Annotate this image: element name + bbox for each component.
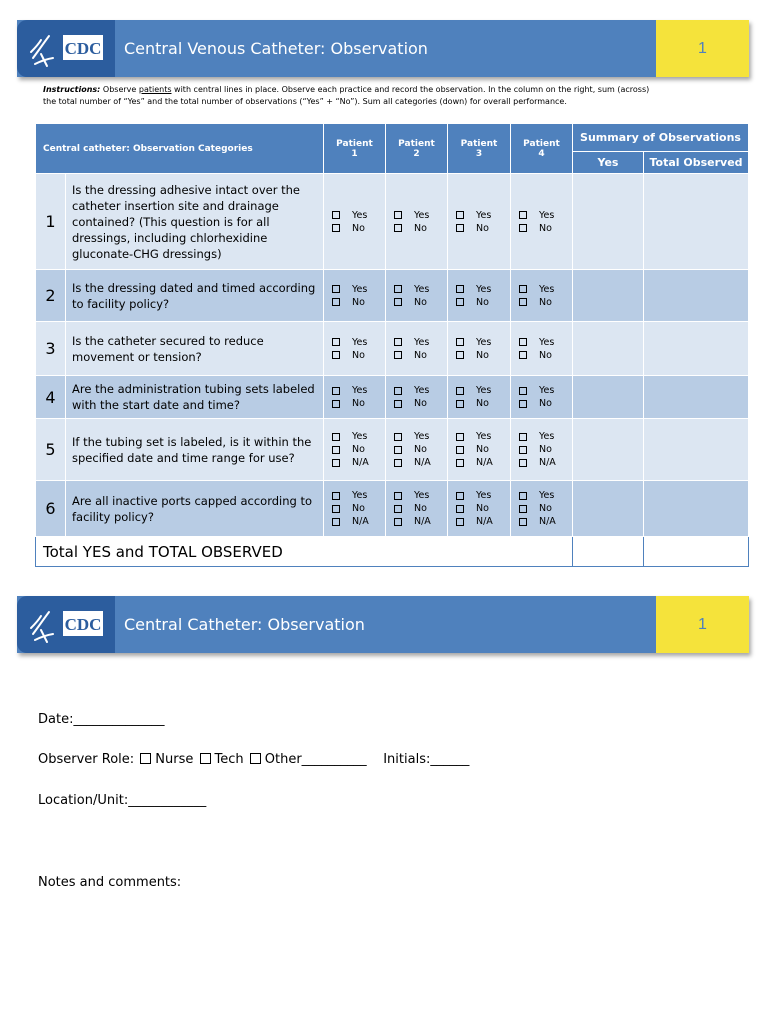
question-text: Is the dressing dated and timed according to facility policy? [66, 270, 324, 322]
option-checkbox[interactable] [386, 283, 447, 296]
header-banner [17, 20, 749, 77]
checkbox-icon[interactable] [519, 459, 527, 467]
option-checkbox[interactable] [448, 502, 510, 515]
option-checkbox[interactable] [324, 456, 385, 469]
option-label: Yes [352, 336, 368, 348]
option-label: N/A [476, 457, 493, 468]
option-label: Yes [352, 283, 368, 295]
row-number: 1 [36, 174, 66, 270]
page-title-2: Central Catheter: Observation [124, 615, 365, 634]
initials-field[interactable]: Initials:______ [383, 752, 470, 767]
option-label: No [414, 296, 427, 308]
option-checkbox[interactable] [386, 296, 447, 309]
notes-label: Notes and comments: [38, 875, 182, 890]
patient-1-cell [324, 322, 386, 376]
instructions-line-2: the total number of “Yes” and the total number of observations (“Yes” + “No”). Sum all categories (down) for overall performance. [43, 97, 567, 106]
option-label: No [476, 296, 489, 308]
checkbox-icon[interactable] [456, 518, 464, 526]
checkbox-icon[interactable] [456, 285, 464, 293]
option-label: Yes [539, 283, 555, 295]
option-label: Yes [476, 336, 492, 348]
nurse-label: Nurse [155, 752, 198, 767]
patient-header-3: Patient 3 [448, 124, 511, 174]
option-checkbox[interactable] [511, 336, 572, 349]
checkbox-icon[interactable] [456, 492, 464, 500]
option-label: Yes [476, 209, 492, 221]
location-unit-field[interactable]: Location/Unit:____________ [38, 793, 207, 808]
checkbox-icon[interactable] [519, 351, 527, 359]
option-checkbox[interactable] [448, 384, 510, 397]
patient-1-cell [324, 376, 386, 419]
option-label: No [414, 222, 427, 234]
row-number: 5 [36, 419, 66, 481]
patient-4-cell [511, 174, 573, 270]
checkbox-icon[interactable] [332, 492, 340, 500]
option-label: Yes [352, 431, 368, 442]
option-checkbox[interactable] [448, 349, 510, 362]
page-number-2: 1 [656, 596, 749, 653]
summary-total-cell[interactable] [644, 270, 749, 322]
patient-header-4: Patient 4 [511, 124, 573, 174]
option-label: No [539, 349, 552, 361]
option-checkbox[interactable] [511, 515, 572, 528]
patient-1-cell [324, 270, 386, 322]
option-checkbox[interactable] [386, 336, 447, 349]
checkbox-icon[interactable] [332, 400, 340, 408]
option-checkbox[interactable] [386, 384, 447, 397]
checkbox-icon[interactable] [456, 446, 464, 454]
question-text: Is the catheter secured to reduce movement or tension? [66, 322, 324, 376]
checkbox-icon[interactable] [332, 505, 340, 513]
summary-total-cell[interactable] [644, 419, 749, 481]
row-number: 3 [36, 322, 66, 376]
summary-total-cell[interactable] [644, 481, 749, 537]
checkbox-icon[interactable] [332, 211, 340, 219]
checkbox-icon[interactable] [456, 387, 464, 395]
checkbox-icon[interactable] [456, 211, 464, 219]
option-checkbox[interactable] [511, 283, 572, 296]
option-label: Yes [414, 336, 430, 348]
option-label: No [352, 296, 365, 308]
instructions-underlined: patients [138, 85, 172, 94]
instructions-text-1: Observe [100, 85, 139, 94]
total-row [36, 537, 749, 567]
option-checkbox[interactable] [324, 296, 385, 309]
option-checkbox[interactable] [324, 502, 385, 515]
option-label: Yes [476, 385, 492, 396]
table-row [36, 174, 749, 270]
patient-2-cell [386, 174, 448, 270]
option-label: No [539, 296, 552, 308]
checkbox-icon[interactable] [394, 518, 402, 526]
option-checkbox[interactable] [511, 384, 572, 397]
option-label: Yes [352, 385, 368, 396]
option-checkbox[interactable] [511, 397, 572, 410]
table-row [36, 419, 749, 481]
option-label: Yes [476, 490, 492, 501]
option-checkbox[interactable] [324, 430, 385, 443]
option-label: No [352, 444, 365, 455]
row-number: 4 [36, 376, 66, 419]
option-label: No [414, 444, 427, 455]
summary-yes-cell[interactable] [573, 376, 644, 419]
option-label: Yes [539, 336, 555, 348]
option-label: Yes [414, 431, 430, 442]
checkbox-icon[interactable] [394, 492, 402, 500]
row-number: 2 [36, 270, 66, 322]
summary-yes-cell[interactable] [573, 419, 644, 481]
checkbox-icon[interactable] [519, 387, 527, 395]
other-field[interactable]: Other__________ [264, 752, 367, 767]
yes-header: Yes [573, 152, 644, 174]
checkbox-icon[interactable] [332, 518, 340, 526]
page-title: Central Venous Catheter: Observation [124, 39, 428, 58]
cdc-logo-text: CDC [64, 39, 102, 58]
summary-header: Summary of Observations [573, 124, 749, 152]
checkbox-icon[interactable] [332, 446, 340, 454]
option-label: No [539, 444, 552, 455]
checkbox-icon[interactable] [394, 211, 402, 219]
checkbox-icon[interactable] [456, 338, 464, 346]
other-checkbox[interactable] [250, 753, 261, 764]
checkbox-icon[interactable] [519, 211, 527, 219]
option-label: No [352, 503, 365, 514]
summary-yes-cell[interactable] [573, 481, 644, 537]
checkbox-icon[interactable] [519, 400, 527, 408]
patient-3-cell [448, 376, 511, 419]
patient-2-cell [386, 270, 448, 322]
option-label: Yes [414, 490, 430, 501]
option-checkbox[interactable] [324, 443, 385, 456]
checkbox-icon[interactable] [332, 285, 340, 293]
option-label: N/A [352, 516, 369, 527]
table-row [36, 270, 749, 322]
patient-2-cell [386, 322, 448, 376]
option-checkbox[interactable] [324, 397, 385, 410]
option-label: No [476, 349, 489, 361]
option-label: No [414, 503, 427, 514]
option-label: No [539, 222, 552, 234]
checkbox-icon[interactable] [519, 446, 527, 454]
option-checkbox[interactable] [324, 283, 385, 296]
option-label: Yes [539, 431, 555, 442]
checkbox-icon[interactable] [519, 433, 527, 441]
option-checkbox[interactable] [448, 489, 510, 502]
option-checkbox[interactable] [448, 443, 510, 456]
tech-checkbox[interactable] [200, 753, 211, 764]
checkbox-icon[interactable] [456, 224, 464, 232]
patient-2-cell [386, 376, 448, 419]
table-row [36, 322, 749, 376]
patient-4-cell [511, 419, 573, 481]
option-checkbox[interactable] [511, 502, 572, 515]
checkbox-icon[interactable] [519, 285, 527, 293]
checkbox-icon[interactable] [332, 459, 340, 467]
option-label: Yes [476, 431, 492, 442]
option-label: No [539, 503, 552, 514]
option-checkbox[interactable] [386, 456, 447, 469]
nurse-checkbox[interactable] [140, 753, 151, 764]
option-checkbox[interactable] [448, 222, 510, 235]
option-label: Yes [539, 385, 555, 396]
summary-total-cell[interactable] [644, 322, 749, 376]
option-checkbox[interactable] [511, 296, 572, 309]
option-checkbox[interactable] [386, 515, 447, 528]
checkbox-icon[interactable] [394, 459, 402, 467]
checkbox-icon[interactable] [332, 298, 340, 306]
table-row [36, 376, 749, 419]
checkbox-icon[interactable] [456, 400, 464, 408]
option-checkbox[interactable] [448, 283, 510, 296]
option-checkbox[interactable] [511, 430, 572, 443]
instructions-text-2: with central lines in place. Observe each practice and record the observation. In the column on the right, sum (across) [171, 85, 650, 94]
option-checkbox[interactable] [324, 349, 385, 362]
option-checkbox[interactable] [448, 296, 510, 309]
option-checkbox[interactable] [511, 349, 572, 362]
option-label: N/A [414, 516, 431, 527]
option-label: Yes [539, 490, 555, 501]
date-field[interactable]: Date:______________ [38, 712, 165, 727]
checkbox-icon[interactable] [519, 505, 527, 513]
patient-3-cell [448, 419, 511, 481]
option-checkbox[interactable] [386, 209, 447, 222]
patient-1-cell [324, 481, 386, 537]
table-row [36, 481, 749, 537]
option-checkbox[interactable] [386, 430, 447, 443]
checkbox-icon[interactable] [456, 505, 464, 513]
option-label: Yes [539, 209, 555, 221]
patient-1-cell [324, 419, 386, 481]
cdc-logo [17, 596, 115, 653]
checkbox-icon[interactable] [332, 387, 340, 395]
header-banner-2 [17, 596, 749, 653]
option-label: Yes [414, 283, 430, 295]
checkbox-icon[interactable] [394, 224, 402, 232]
option-checkbox[interactable] [324, 336, 385, 349]
summary-yes-cell[interactable] [573, 322, 644, 376]
checkbox-icon[interactable] [456, 351, 464, 359]
checkbox-icon[interactable] [332, 338, 340, 346]
option-label: N/A [539, 457, 556, 468]
option-checkbox[interactable] [324, 384, 385, 397]
option-label: Yes [414, 209, 430, 221]
patient-2-cell [386, 481, 448, 537]
option-label: No [414, 398, 427, 409]
option-checkbox[interactable] [386, 443, 447, 456]
checkbox-icon[interactable] [332, 351, 340, 359]
option-label: No [352, 398, 365, 409]
option-checkbox[interactable] [511, 456, 572, 469]
option-label: Yes [352, 209, 368, 221]
checkbox-icon[interactable] [456, 433, 464, 441]
option-label: No [476, 503, 489, 514]
total-observed-cell[interactable] [644, 537, 749, 567]
checkbox-icon[interactable] [394, 446, 402, 454]
checkbox-icon[interactable] [456, 298, 464, 306]
total-label: Total YES and TOTAL OBSERVED [36, 537, 573, 567]
page-number: 1 [656, 20, 749, 77]
patient-3-cell [448, 322, 511, 376]
option-checkbox[interactable] [386, 502, 447, 515]
option-checkbox[interactable] [448, 515, 510, 528]
checkbox-icon[interactable] [332, 224, 340, 232]
patient-2-cell [386, 419, 448, 481]
option-label: No [476, 398, 489, 409]
instructions-label: Instructions: [43, 85, 101, 94]
summary-total-cell[interactable] [644, 376, 749, 419]
option-label: No [476, 222, 489, 234]
summary-yes-cell[interactable] [573, 270, 644, 322]
option-checkbox[interactable] [511, 209, 572, 222]
tech-label: Tech [214, 752, 248, 767]
summary-yes-cell[interactable] [573, 174, 644, 270]
cdc-logo [17, 20, 115, 77]
question-text: Is the dressing adhesive intact over the catheter insertion site and drainage contained? (This question is for all dressings, including chlorhexidine gluconate-CHG dressings) [66, 174, 324, 270]
checkbox-icon[interactable] [394, 400, 402, 408]
option-checkbox[interactable] [324, 222, 385, 235]
total-yes-cell[interactable] [573, 537, 644, 567]
checkbox-icon[interactable] [394, 338, 402, 346]
checkbox-icon[interactable] [519, 298, 527, 306]
option-label: Yes [476, 283, 492, 295]
summary-total-cell[interactable] [644, 174, 749, 270]
option-checkbox[interactable] [324, 489, 385, 502]
option-label: Yes [352, 490, 368, 501]
instructions-text [43, 84, 733, 108]
observer-role-label: Observer Role: [38, 752, 139, 767]
patient-4-cell [511, 376, 573, 419]
option-checkbox[interactable] [511, 489, 572, 502]
option-checkbox[interactable] [324, 515, 385, 528]
question-text: Are all inactive ports capped according to facility policy? [66, 481, 324, 537]
category-header: Central catheter: Observation Categories [36, 124, 324, 174]
checkbox-icon[interactable] [394, 387, 402, 395]
option-label: No [352, 349, 365, 361]
patient-header-1: Patient 1 [324, 124, 386, 174]
patient-3-cell [448, 270, 511, 322]
total-observed-header: Total Observed [644, 152, 749, 174]
checkbox-icon[interactable] [519, 518, 527, 526]
option-checkbox[interactable] [511, 222, 572, 235]
checkbox-icon[interactable] [519, 338, 527, 346]
checkbox-icon[interactable] [519, 224, 527, 232]
patient-3-cell [448, 174, 511, 270]
checkbox-icon[interactable] [394, 285, 402, 293]
checkbox-icon[interactable] [394, 351, 402, 359]
option-label: No [414, 349, 427, 361]
option-checkbox[interactable] [386, 349, 447, 362]
checkbox-icon[interactable] [394, 433, 402, 441]
observer-role-line [38, 752, 469, 767]
option-checkbox[interactable] [324, 209, 385, 222]
option-checkbox[interactable] [511, 443, 572, 456]
checkbox-icon[interactable] [332, 433, 340, 441]
option-checkbox[interactable] [448, 430, 510, 443]
option-checkbox[interactable] [386, 222, 447, 235]
option-label: N/A [352, 457, 369, 468]
patient-3-cell [448, 481, 511, 537]
patient-4-cell [511, 481, 573, 537]
cdc-logo-text: CDC [64, 615, 102, 634]
option-checkbox[interactable] [448, 336, 510, 349]
question-text: If the tubing set is labeled, is it within the specified date and time range for use? [66, 419, 324, 481]
question-text: Are the administration tubing sets labeled with the start date and time? [66, 376, 324, 419]
option-label: Yes [414, 385, 430, 396]
checkbox-icon[interactable] [519, 492, 527, 500]
option-label: No [352, 222, 365, 234]
patient-4-cell [511, 270, 573, 322]
checkbox-icon[interactable] [394, 298, 402, 306]
option-checkbox[interactable] [386, 489, 447, 502]
observation-table [35, 123, 749, 567]
option-checkbox[interactable] [448, 456, 510, 469]
checkbox-icon[interactable] [394, 505, 402, 513]
patient-header-2: Patient 2 [386, 124, 448, 174]
option-checkbox[interactable] [448, 209, 510, 222]
option-checkbox[interactable] [448, 397, 510, 410]
option-label: No [539, 398, 552, 409]
option-label: N/A [539, 516, 556, 527]
option-label: No [476, 444, 489, 455]
checkbox-icon[interactable] [456, 459, 464, 467]
row-number: 6 [36, 481, 66, 537]
option-label: N/A [476, 516, 493, 527]
patient-1-cell [324, 174, 386, 270]
patient-4-cell [511, 322, 573, 376]
option-label: N/A [414, 457, 431, 468]
option-checkbox[interactable] [386, 397, 447, 410]
